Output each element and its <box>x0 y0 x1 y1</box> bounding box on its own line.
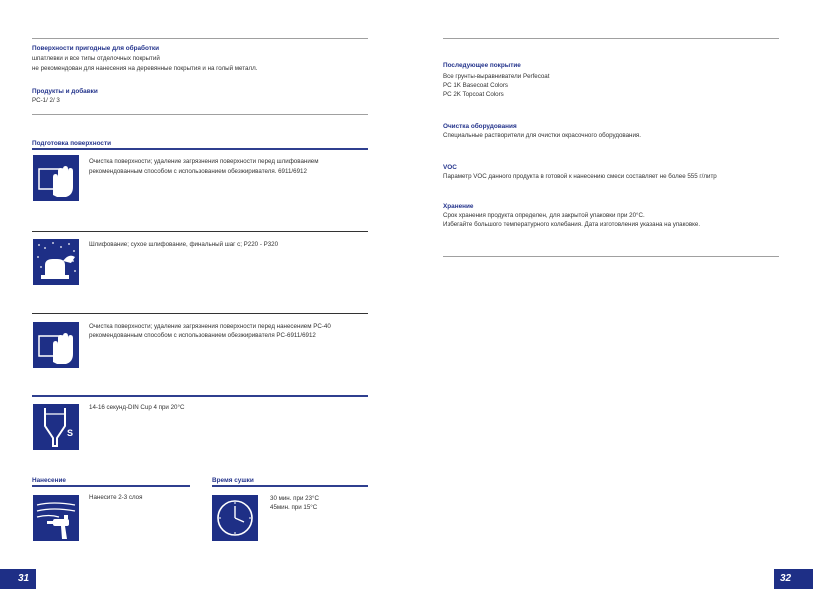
storage-heading: Хранение <box>443 203 474 210</box>
topcoat-heading: Последующее покрытие <box>443 62 521 69</box>
divider <box>32 114 368 115</box>
svg-text:S: S <box>67 428 74 438</box>
divider <box>32 38 368 39</box>
topcoat-line: PC 1K Basecoat Colors <box>443 82 508 89</box>
prep-step-text: рекомендованным способом с использованием обезжиривателя PC-6911/6912 <box>89 332 316 339</box>
voc-text: Параметр VOC данного продукта в готовой к нанесению смеси составляет не более 555 г/литр <box>443 173 717 180</box>
cleaning-text: Специальные растворители для очистки окрасочного оборудования. <box>443 132 641 139</box>
topcoat-line: PC 2K Topcoat Colors <box>443 91 504 98</box>
drying-line: 30 мин. при 23°C <box>270 495 319 502</box>
divider <box>212 485 368 487</box>
storage-line: Избегайте большого температурного колебания. Дата изготовления указана на упаковке. <box>443 221 701 228</box>
divider <box>32 313 368 314</box>
products-heading: Продукты и добавки <box>32 88 98 95</box>
surfaces-heading: Поверхности пригодные для обработки <box>32 45 160 52</box>
application-heading: Нанесение <box>32 477 66 484</box>
spray-gun-icon <box>33 495 79 541</box>
divider <box>32 395 368 397</box>
topcoat-line: Все грунты-выравниватели Perfecoat <box>443 73 550 80</box>
surfaces-line: не рекомендован для нанесения на деревянные покрытия и на голый металл. <box>32 65 258 72</box>
prep-step-text: Очистка поверхности; удаление загрязнения поверхности перед нанесением PC-40 <box>89 323 331 330</box>
hand-cleaning-icon <box>33 155 79 201</box>
clock-icon <box>212 495 258 541</box>
divider <box>32 485 190 487</box>
sanding-icon <box>33 239 79 285</box>
divider <box>443 38 779 39</box>
divider <box>32 231 368 232</box>
drying-line: 45мин. при 15°C <box>270 504 318 511</box>
prep-step-text: 14-16 секунд-DIN Cup 4 при 20°C <box>89 404 185 411</box>
products-value: PC-1/ 2/ 3 <box>32 97 60 104</box>
divider <box>443 256 779 257</box>
drying-heading: Время сушки <box>212 477 254 484</box>
viscosity-cup-icon <box>33 404 79 450</box>
application-text: Нанесите 2-3 слоя <box>89 494 143 501</box>
voc-heading: VOC <box>443 164 457 171</box>
prep-step-text: Шлифование; сухое шлифование, финальный шаг с; P220 - P320 <box>89 241 279 248</box>
page-number: 32 <box>774 569 813 589</box>
cleaning-heading: Очистка оборудования <box>443 123 517 130</box>
divider <box>32 148 368 150</box>
prep-step-text: Очистка поверхности; удаление загрязнения поверхности перед шлифованием <box>89 158 319 165</box>
page-number: 31 <box>0 569 36 589</box>
prep-step-text: рекомендованным способом с использованием обезжиривателя. 6911/6912 <box>89 168 307 175</box>
storage-line: Срок хранения продукта определен, для закрытой упаковки при 20°C. <box>443 212 645 219</box>
surfaces-line: шпатлевки и все типы отделочных покрытий <box>32 55 160 62</box>
hand-cleaning-icon <box>33 322 79 368</box>
prep-heading: Подготовка поверхности <box>32 140 112 147</box>
